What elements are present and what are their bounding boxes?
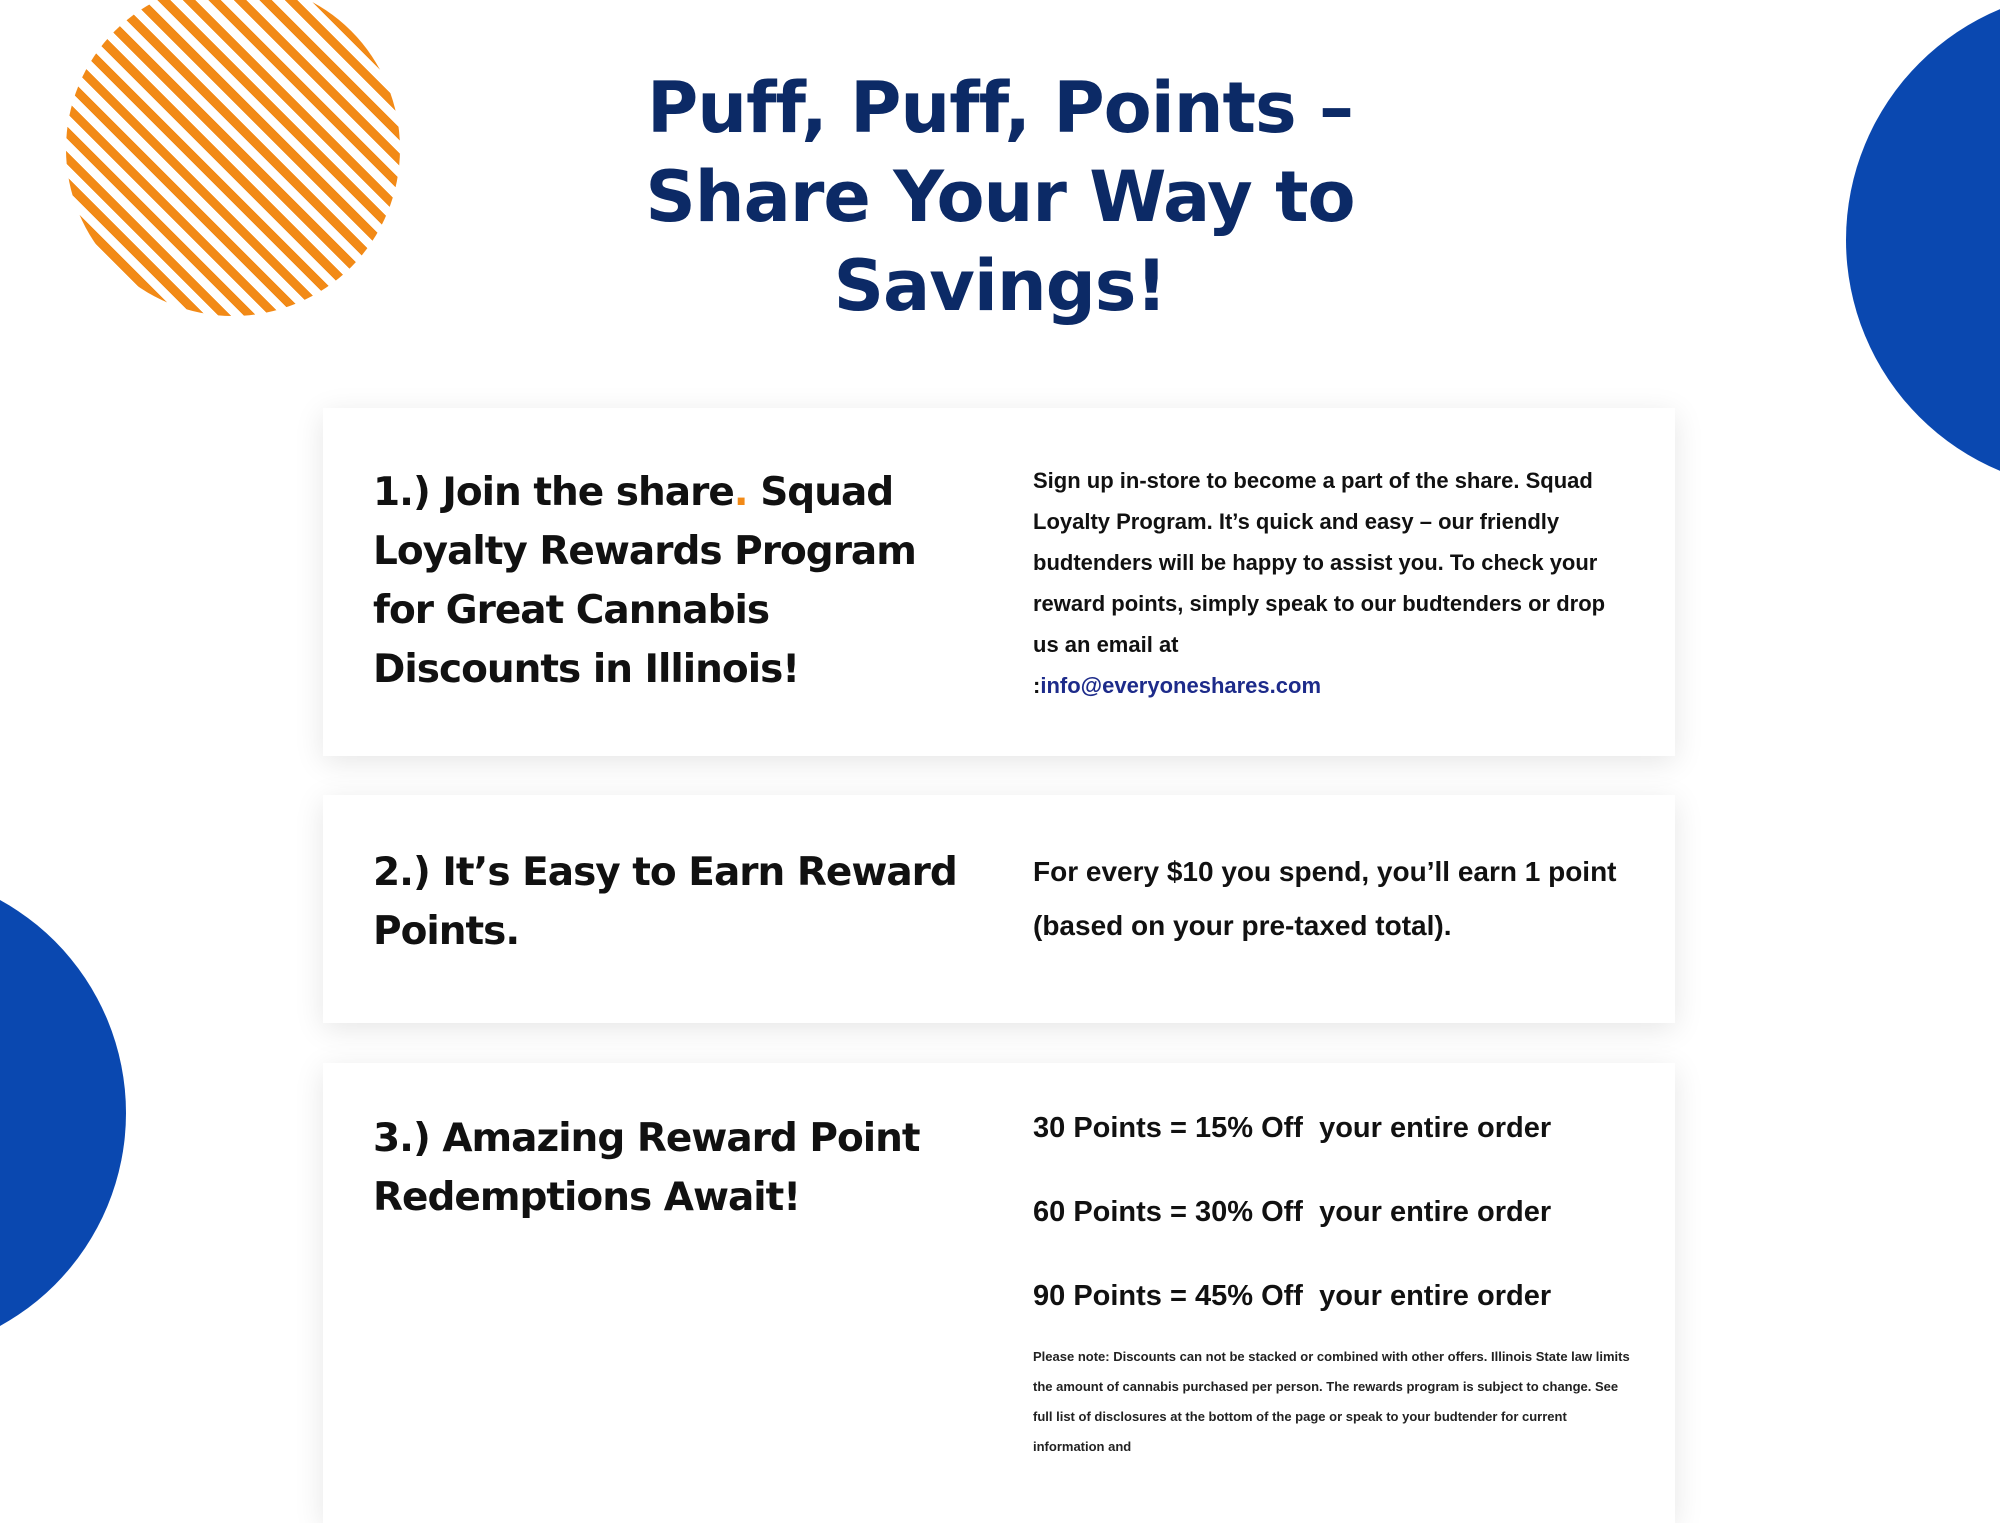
step-1-description — [1033, 460, 1630, 706]
step-2-description: For every $10 you spend, you’ll earn 1 point (based on your pre-taxed total). — [1033, 856, 1617, 941]
step-3-description — [1033, 1108, 1630, 1462]
blue-circle-decoration-left — [0, 870, 126, 1356]
orange-striped-circle-decoration — [66, 0, 400, 316]
redemption-tier-60: 60 Points = 30% Off your entire order — [1033, 1196, 1552, 1228]
email-link[interactable]: info@everyoneshares.com — [1040, 673, 1321, 698]
step-1-text: Sign up in-store to become a part of the share. Squad Loyalty Program. It’s quick and easy – our friendly budtenders will be happy to assist you. To check your reward points, simply speak to our budtenders or drop us an email at — [1033, 468, 1606, 657]
step-3-title: 3.) Amazing Reward Point Redemptions Await! — [373, 1116, 920, 1220]
redemption-tier-30: 30 Points = 15% Off your entire order — [1033, 1112, 1552, 1144]
brand-dot: . — [733, 470, 748, 515]
page-title: Puff, Puff, Points – Share Your Way to Savings! — [645, 67, 1355, 327]
step-2-title: 2.) It’s Easy to Earn Reward Points. — [373, 850, 957, 954]
step-1-title-end: Squad Loyalty Rewards Program for Great Cannabis Discounts in Illinois! — [373, 470, 916, 692]
disclaimer-note: Please note: Discounts can not be stacked or combined with other offers. Illinois State law limits the amount of cannabis purchased per person. The rewards program is subject to change. See full list of disclosures at the bottom of the page or speak to your budtender for current information and — [1033, 1349, 1630, 1454]
redemption-tier-90: 90 Points = 45% Off your entire order — [1033, 1280, 1552, 1312]
step-card-redeem — [323, 1063, 1675, 1523]
step-card-earn — [323, 795, 1675, 1023]
blue-circle-decoration-right — [1846, 0, 2000, 490]
step-1-title — [373, 463, 933, 699]
email-prefix: : — [1033, 673, 1041, 698]
step-card-join — [323, 408, 1675, 756]
step-1-title-start: 1.) Join the share — [373, 470, 734, 515]
